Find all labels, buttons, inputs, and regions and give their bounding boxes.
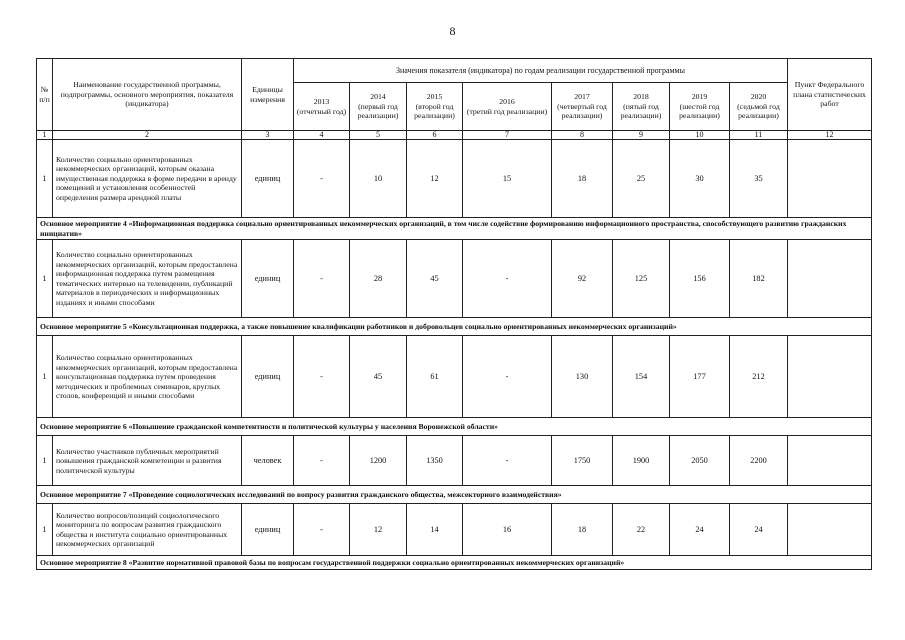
header-year-sub: (второй год реализации)	[414, 101, 455, 121]
plan-reference	[788, 240, 872, 318]
header-year	[730, 83, 788, 131]
indicator-unit: единиц	[242, 504, 294, 556]
indicator-name: Количество социально ориентированных некоммерческих организаций, которым предоставлена информационная поддержка путем размещения тематических интервью на телевидении, публикаций материалов в периодических и информационных изданиях и иными способами	[53, 240, 242, 318]
table-row	[37, 336, 872, 418]
row-number: 1	[37, 140, 53, 218]
row-number: 1	[37, 504, 53, 556]
header-year	[294, 83, 350, 131]
indicator-value: 1350	[407, 436, 463, 486]
section-title: Основное мероприятие 7 «Проведение социологических исследований по вопросу развития гражданского общества, межсекторного взаимодействия»	[37, 486, 872, 504]
indicator-value: 177	[670, 336, 730, 418]
header-year-label: 2013	[313, 96, 330, 106]
column-number: 3	[242, 131, 294, 140]
table-row	[37, 504, 872, 556]
indicator-name: Количество социально ориентированных некоммерческих организаций, которым предоставлена консультационная поддержка путем проведения методических и проблемных семинаров, круглых столов, конференций и иными способами	[53, 336, 242, 418]
indicator-value: -	[294, 504, 350, 556]
indicator-value: -	[463, 336, 552, 418]
indicator-value: 2200	[730, 436, 788, 486]
indicator-name: Количество вопросов/позиций социологического мониторинга по вопросам развития гражданского общества и института социально ориентированных некоммерческих организаций	[53, 504, 242, 556]
indicator-value: -	[294, 336, 350, 418]
header-year-sub: (пятый год реализации)	[620, 101, 662, 121]
section-row	[37, 556, 872, 570]
plan-reference	[788, 504, 872, 556]
section-row	[37, 218, 872, 240]
header-values: Значения показателя (индикатора) по годам реализации государственной программы	[294, 59, 788, 83]
header-year-sub: (шестой год реализации)	[679, 101, 720, 121]
indicator-value: 18	[552, 504, 613, 556]
section-title: Основное мероприятие 8 «Развитие нормативной правовой базы по вопросам государственной поддержки социально ориентированных некоммерческих организаций»	[37, 556, 872, 570]
header-year-sub: (отчетный год)	[296, 106, 347, 116]
indicator-value: 18	[552, 140, 613, 218]
indicator-unit: человек	[242, 436, 294, 486]
indicator-value: 125	[613, 240, 670, 318]
header-year-label: 2014	[370, 91, 386, 101]
indicator-value: 45	[407, 240, 463, 318]
indicator-value: 212	[730, 336, 788, 418]
indicator-value: 35	[730, 140, 788, 218]
indicator-value: 182	[730, 240, 788, 318]
header-year	[670, 83, 730, 131]
table-row	[37, 240, 872, 318]
column-number: 5	[350, 131, 407, 140]
column-number: 8	[552, 131, 613, 140]
indicator-value: 12	[350, 504, 407, 556]
column-number: 1	[37, 131, 53, 140]
indicator-value: -	[463, 240, 552, 318]
header-year	[350, 83, 407, 131]
indicator-value: 24	[670, 504, 730, 556]
plan-reference	[788, 336, 872, 418]
header-plan: Пункт Федерального плана статистических работ	[788, 59, 872, 131]
indicators-table	[36, 58, 872, 570]
column-number: 7	[463, 131, 552, 140]
column-number: 9	[613, 131, 670, 140]
header-unit: Единицы измерения	[242, 59, 294, 131]
header-year-label: 2018	[633, 91, 649, 101]
indicator-value: 30	[670, 140, 730, 218]
indicator-unit: единиц	[242, 240, 294, 318]
header-year-label: 2020	[750, 91, 767, 101]
indicator-value: 1750	[552, 436, 613, 486]
indicator-unit: единиц	[242, 140, 294, 218]
indicator-value: 1900	[613, 436, 670, 486]
header-year-label: 2015	[426, 91, 443, 101]
indicator-value: 2050	[670, 436, 730, 486]
indicator-value: 92	[552, 240, 613, 318]
row-number: 1	[37, 336, 53, 418]
section-row	[37, 418, 872, 436]
header-year-sub: (четвертый год реализации)	[557, 101, 607, 121]
section-title: Основное мероприятие 4 «Информационная поддержка социально ориентированных некоммерческих организаций, в том числе содействие формированию информационного пространства, способствующего развитию гражданских инициатив»	[37, 218, 872, 240]
indicator-name: Количество участников публичных мероприятий повышения гражданской компетенции и развития политической культуры	[53, 436, 242, 486]
indicator-name: Количество социально ориентированных некоммерческих организаций, которым оказана имущественная поддержка в форме передачи в аренду помещений и установления особенностей определения размера арендной платы	[53, 140, 242, 218]
column-number: 6	[407, 131, 463, 140]
plan-reference	[788, 140, 872, 218]
indicator-value: 10	[350, 140, 407, 218]
indicator-value: 16	[463, 504, 552, 556]
header-name: Наименование государственной программы, подпрограммы, основного мероприятия, показателя (индикатора)	[53, 59, 242, 131]
indicator-value: 15	[463, 140, 552, 218]
header-year	[552, 83, 613, 131]
column-number: 4	[294, 131, 350, 140]
header-year-label: 2017	[574, 91, 590, 101]
indicator-value: 156	[670, 240, 730, 318]
section-row	[37, 486, 872, 504]
plan-reference	[788, 436, 872, 486]
header-year-label: 2016	[499, 96, 515, 106]
header-year	[407, 83, 463, 131]
header-year	[463, 83, 552, 131]
header-year-sub: (седьмой год реализации)	[737, 101, 780, 121]
header-year-sub: (первый год реализации)	[357, 101, 399, 121]
indicator-value: -	[294, 436, 350, 486]
indicator-unit: единиц	[242, 336, 294, 418]
column-number: 10	[670, 131, 730, 140]
section-title: Основное мероприятие 6 «Повышение гражданской компетентности и политической культуры у населения Воронежской области»	[37, 418, 872, 436]
table-row	[37, 436, 872, 486]
column-number: 12	[788, 131, 872, 140]
indicator-value: 130	[552, 336, 613, 418]
table-row	[37, 140, 872, 218]
header-year-label: 2019	[691, 91, 708, 101]
column-number: 11	[730, 131, 788, 140]
indicator-value: 22	[613, 504, 670, 556]
row-number: 1	[37, 240, 53, 318]
indicator-value: 45	[350, 336, 407, 418]
indicator-value: 14	[407, 504, 463, 556]
indicator-value: -	[294, 240, 350, 318]
indicator-value: 25	[613, 140, 670, 218]
header-year-sub: (третий год реализации)	[466, 106, 548, 116]
indicator-value: 61	[407, 336, 463, 418]
indicator-value: 24	[730, 504, 788, 556]
section-title: Основное мероприятие 5 «Консультационная поддержка, а также повышение квалификации работников и добровольцев социально ориентированных некоммерческих организаций»	[37, 318, 872, 336]
header-num: № п/п	[37, 59, 53, 131]
row-number: 1	[37, 436, 53, 486]
indicator-value: 28	[350, 240, 407, 318]
indicator-value: 154	[613, 336, 670, 418]
indicator-value: 12	[407, 140, 463, 218]
column-number: 2	[53, 131, 242, 140]
indicator-value: -	[463, 436, 552, 486]
section-row	[37, 318, 872, 336]
indicator-value: 1200	[350, 436, 407, 486]
page-number: 8	[449, 24, 456, 38]
header-year	[613, 83, 670, 131]
indicator-value: -	[294, 140, 350, 218]
